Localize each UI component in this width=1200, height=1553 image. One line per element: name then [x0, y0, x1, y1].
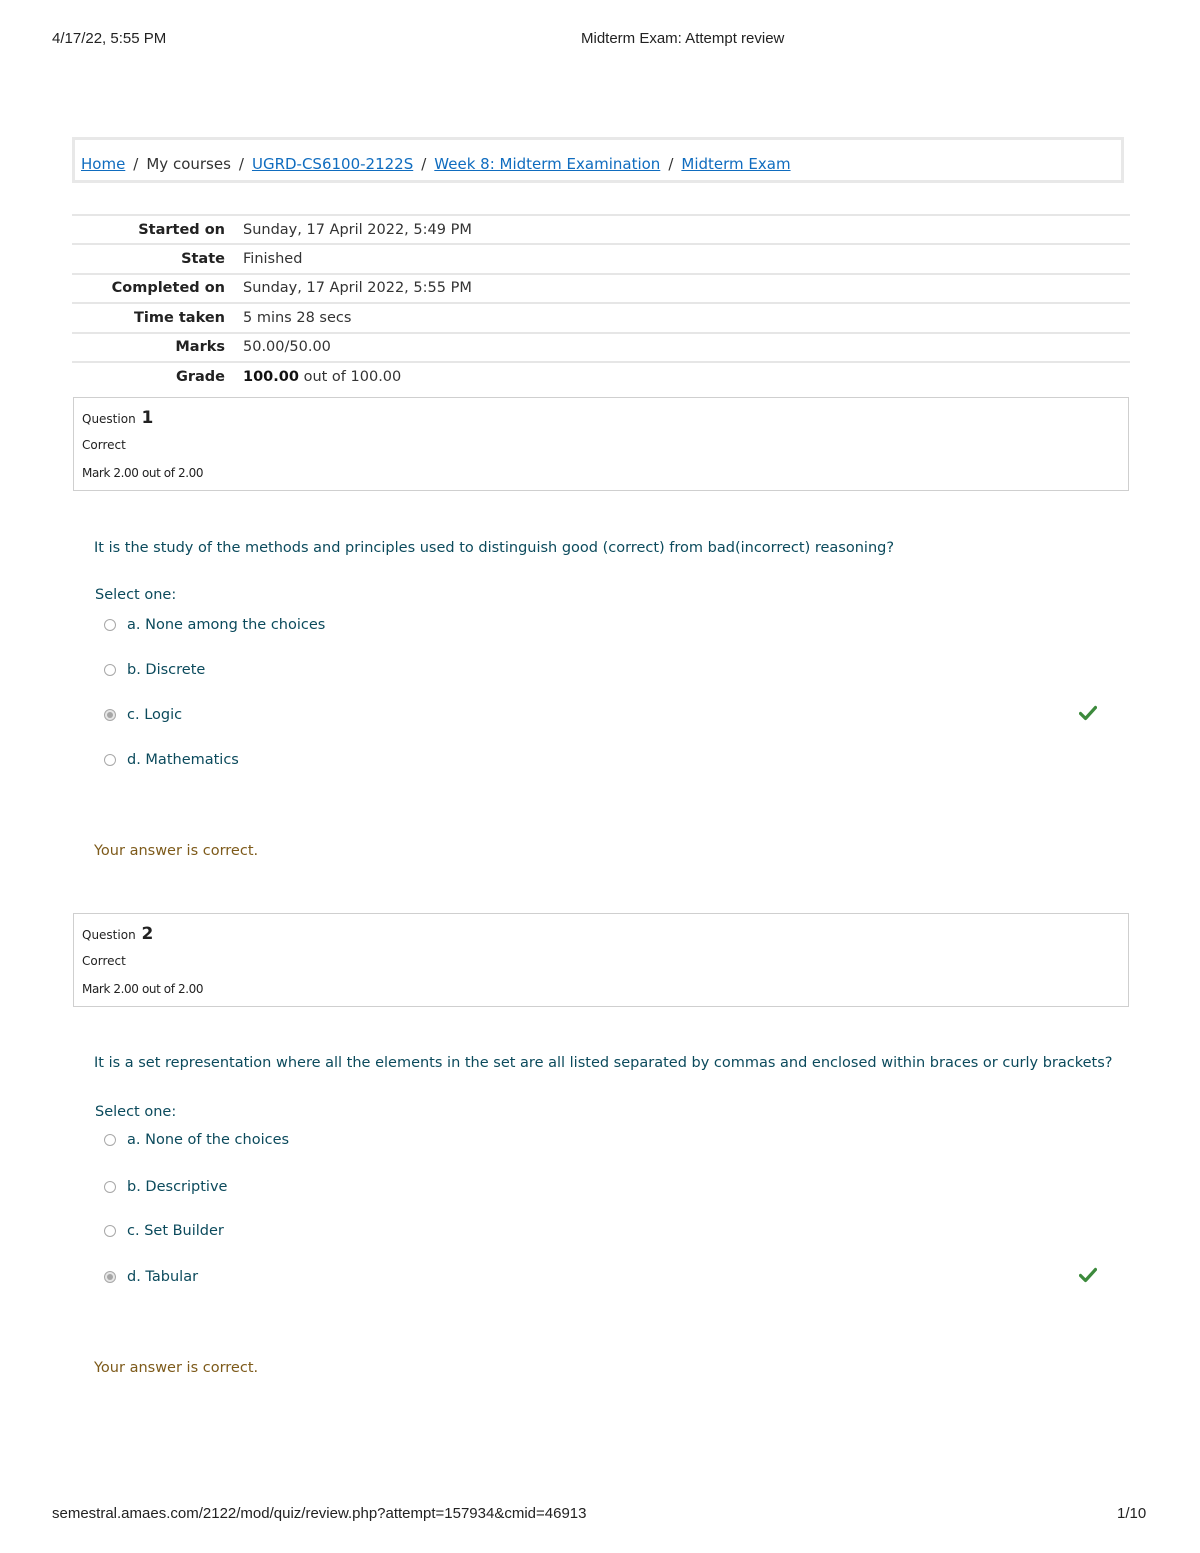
breadcrumb-separator: / [133, 155, 139, 173]
summary-row-completed [72, 273, 1130, 302]
question-label: Question [82, 928, 136, 942]
question-mark: Mark 2.00 out of 2.00 [82, 466, 204, 480]
question-label: Question [82, 412, 136, 426]
summary-row-started [72, 214, 1130, 243]
summary-label: State [181, 251, 225, 268]
question-number-value: 2 [141, 924, 154, 944]
question-2-option-c[interactable] [104, 1221, 224, 1241]
radio-button[interactable] [104, 754, 116, 766]
summary-value: Finished [243, 251, 303, 268]
summary-label: Started on [138, 221, 225, 238]
print-page-title: Midterm Exam: Attempt review [581, 30, 785, 47]
breadcrumb-my-courses: My courses [146, 155, 231, 173]
question-1-feedback: Your answer is correct. [94, 843, 259, 859]
summary-label: Time taken [134, 309, 225, 326]
summary-label: Marks [175, 339, 225, 356]
summary-value: 5 mins 28 secs [243, 309, 352, 326]
radio-button[interactable] [104, 619, 116, 631]
option-label: c. Logic [127, 707, 183, 723]
print-page-number: 1/10 [1117, 1505, 1147, 1522]
option-label: a. None of the choices [127, 1132, 290, 1148]
question-mark: Mark 2.00 out of 2.00 [82, 982, 204, 996]
option-label: d. Mathematics [127, 752, 239, 768]
question-1-option-b[interactable] [104, 660, 205, 680]
option-label: b. Discrete [127, 662, 206, 678]
grade-value: 100.00 [243, 368, 299, 385]
summary-value [225, 369, 401, 385]
question-1-info [73, 397, 1129, 491]
question-number [82, 924, 153, 944]
question-state: Correct [82, 954, 126, 968]
check-icon [1079, 705, 1097, 721]
radio-button[interactable] [104, 1181, 116, 1193]
check-icon [1079, 1267, 1097, 1283]
question-1-text: It is the study of the methods and principles used to distinguish good (correct) from bad(incorrect) reasoning? [94, 540, 895, 556]
breadcrumb-course-link[interactable]: UGRD-CS6100-2122S [251, 155, 414, 173]
summary-label: Grade [175, 368, 225, 385]
question-1-option-d[interactable] [104, 750, 239, 770]
summary-value: Sunday, 17 April 2022, 5:49 PM [243, 221, 472, 238]
option-label: d. Tabular [127, 1269, 199, 1285]
question-number [82, 408, 153, 428]
question-2-info [73, 913, 1129, 1007]
option-label: b. Descriptive [127, 1179, 228, 1195]
print-header [0, 30, 1200, 50]
summary-row-grade [72, 361, 1130, 390]
summary-label: Completed on [111, 280, 225, 297]
breadcrumb-home-link[interactable]: Home [81, 155, 126, 173]
summary-row-time-taken [72, 302, 1130, 331]
question-2-text: It is a set representation where all the elements in the set are all listed separated by commas and enclosed within braces or curly brackets? [94, 1055, 1113, 1071]
breadcrumb-exam-link[interactable]: Midterm Exam [681, 155, 791, 173]
question-1-option-a[interactable] [104, 615, 325, 635]
breadcrumb-container [72, 137, 1124, 183]
summary-row-marks [72, 332, 1130, 361]
breadcrumb-separator: / [668, 155, 674, 173]
option-label: a. None among the choices [127, 617, 326, 633]
radio-button[interactable] [104, 1134, 116, 1146]
question-number-value: 1 [141, 408, 154, 428]
question-1-option-c[interactable] [104, 705, 182, 725]
option-label: c. Set Builder [127, 1223, 224, 1239]
select-one-prompt: Select one: [95, 587, 177, 603]
breadcrumb-separator: / [421, 155, 427, 173]
question-2-feedback: Your answer is correct. [94, 1360, 259, 1376]
question-2-option-d[interactable] [104, 1267, 198, 1287]
breadcrumb [81, 155, 791, 173]
radio-button[interactable] [104, 1225, 116, 1237]
question-2-option-a[interactable] [104, 1130, 289, 1150]
radio-button-selected[interactable] [104, 1271, 116, 1283]
summary-row-state [72, 243, 1130, 272]
breadcrumb-separator: / [238, 155, 244, 173]
select-one-prompt: Select one: [95, 1104, 177, 1120]
radio-button-selected[interactable] [104, 709, 116, 721]
print-url: semestral.amaes.com/2122/mod/quiz/review.php?attempt=157934&cmid=46913 [52, 1505, 587, 1522]
summary-value: Sunday, 17 April 2022, 5:55 PM [243, 280, 472, 297]
summary-value: 50.00/50.00 [243, 339, 331, 356]
grade-out-of: out of 100.00 [298, 368, 402, 385]
print-datetime: 4/17/22, 5:55 PM [52, 30, 167, 47]
attempt-summary-table [72, 214, 1130, 390]
question-state: Correct [82, 438, 126, 452]
radio-button[interactable] [104, 664, 116, 676]
question-2-option-b[interactable] [104, 1177, 227, 1197]
breadcrumb-week-link[interactable]: Week 8: Midterm Examination [434, 155, 661, 173]
